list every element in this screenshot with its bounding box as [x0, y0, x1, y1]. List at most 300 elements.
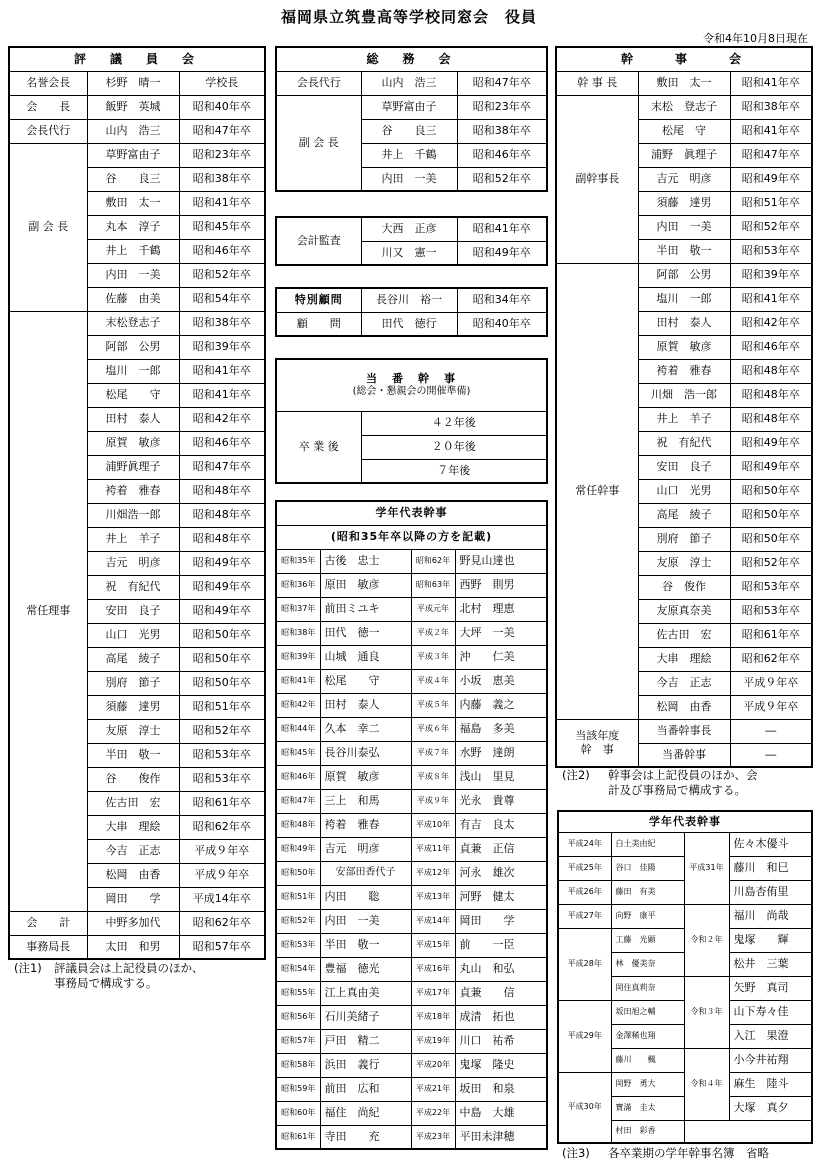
- gakunen-row: [276, 741, 547, 765]
- member-name: 井上 羊子: [87, 527, 179, 551]
- member-name: 藤川 楓: [611, 1048, 684, 1072]
- member-name: 向野 康平: [611, 904, 684, 928]
- member-name: 佐古田 宏: [87, 791, 179, 815]
- graduation-year: 昭和61年: [276, 1125, 320, 1149]
- graduation-year: 昭和50年: [276, 861, 320, 885]
- role-label: 常任理事: [9, 311, 87, 911]
- member-name: 長谷川 裕一: [361, 288, 457, 312]
- role-label: [556, 719, 638, 767]
- role-label: 会長代行: [276, 71, 361, 95]
- graduation-year: 昭和60年: [276, 1101, 320, 1125]
- member-name: 坂田旭之輔: [611, 1000, 684, 1024]
- member-name: 河野 健太: [455, 885, 547, 909]
- member-name: 戸田 精二: [320, 1029, 411, 1053]
- soumu-row: [276, 95, 547, 119]
- touban-table: [275, 358, 548, 484]
- graduation-year: 昭和47年卒: [457, 71, 547, 95]
- member-name: 太田 和男: [87, 935, 179, 959]
- soumu-row: [276, 71, 547, 95]
- member-name: 松岡 由香: [638, 695, 730, 719]
- gakunen-row: [276, 693, 547, 717]
- graduation-year: 平成22年: [411, 1101, 455, 1125]
- graduation-year: 昭和61年卒: [730, 623, 812, 647]
- kanji-row: [556, 719, 812, 743]
- graduation-year: 昭和52年卒: [179, 263, 265, 287]
- member-name: 坂田 和泉: [455, 1077, 547, 1101]
- member-name: 祝 有紀代: [638, 431, 730, 455]
- member-name: 大串 理絵: [638, 647, 730, 671]
- member-name: 平田未津穂: [455, 1125, 547, 1149]
- graduation-year: 昭和48年卒: [179, 479, 265, 503]
- member-name: 田村 泰人: [87, 407, 179, 431]
- member-name: 麻生 陸斗: [729, 1072, 812, 1096]
- member-name: 敷田 太一: [87, 191, 179, 215]
- graduation-year: 昭和41年卒: [179, 383, 265, 407]
- touga-label-2: 幹 事: [580, 743, 614, 757]
- graduation-year: 平成４年: [411, 669, 455, 693]
- graduation-year: 昭和41年卒: [730, 119, 812, 143]
- graduation-year: 平成６年: [411, 717, 455, 741]
- member-name: 金澤稀也翔: [611, 1024, 684, 1048]
- kanji-row: [556, 95, 812, 119]
- member-name: 丸本 淳子: [87, 215, 179, 239]
- page-title: 福岡県立筑豊高等学校同窓会 役員: [280, 8, 537, 26]
- graduation-year: 昭和52年卒: [730, 215, 812, 239]
- gakunen2-row: [558, 904, 812, 928]
- member-name: 高尾 綾子: [87, 647, 179, 671]
- role-label: 会 計: [9, 911, 87, 935]
- member-name: 内田 一美: [361, 167, 457, 191]
- member-name: 西野 則男: [455, 573, 547, 597]
- graduation-year: 昭和48年卒: [179, 503, 265, 527]
- gakunen-row: [276, 861, 547, 885]
- gikai-header-row: [9, 47, 265, 71]
- member-name: 井上 千鶴: [87, 239, 179, 263]
- touban-header-row: [276, 359, 547, 411]
- graduation-year: 平成17年: [411, 981, 455, 1005]
- member-name: 前 一臣: [455, 933, 547, 957]
- gikai-row: [9, 143, 265, 167]
- touban-years: ４２年後: [361, 411, 547, 435]
- note-3-text: 各卒業期の学年幹事名簿 省略: [608, 1146, 769, 1160]
- graduation-year: 昭和49年卒: [179, 551, 265, 575]
- gakunen-row: [276, 621, 547, 645]
- touban-subtitle: (総会・懇親会の開催準備): [352, 386, 471, 398]
- graduation-year: 昭和38年: [276, 621, 320, 645]
- gakunen-row: [276, 645, 547, 669]
- gakunen-row: [276, 1029, 547, 1053]
- member-name: 松尾 守: [320, 669, 411, 693]
- gakunen2-header: 学年代表幹事: [558, 811, 812, 832]
- graduation-year: 昭和48年卒: [730, 359, 812, 383]
- member-name: 佐藤 由美: [87, 287, 179, 311]
- graduation-year: 昭和41年卒: [179, 359, 265, 383]
- gakunen-subtitle: (昭和35年卒以降の方を記載): [276, 525, 547, 549]
- gakunen-row: [276, 813, 547, 837]
- graduation-year: 昭和49年: [276, 837, 320, 861]
- member-name: 谷 良三: [87, 167, 179, 191]
- gakunen-row: [276, 1101, 547, 1125]
- member-name: 山口 光男: [87, 623, 179, 647]
- gakunen-header-row: [276, 501, 547, 525]
- graduation-year: 昭和38年卒: [179, 167, 265, 191]
- gakunen-header-row: [276, 525, 547, 549]
- role-label: 副幹事長: [556, 95, 638, 263]
- member-name: 岡野 勇大: [611, 1072, 684, 1096]
- graduation-year: 平成14年: [411, 909, 455, 933]
- member-name: 鬼塚 輝: [729, 928, 812, 952]
- member-name: 友原真奈美: [638, 599, 730, 623]
- graduation-year: 昭和53年卒: [730, 599, 812, 623]
- gakunen-row: [276, 933, 547, 957]
- member-name: 中野多加代: [87, 911, 179, 935]
- gakunen-row: [276, 789, 547, 813]
- note-2-label: (注2): [562, 768, 590, 782]
- graduation-year: 昭和50年卒: [730, 527, 812, 551]
- graduation-year: 平成21年: [411, 1077, 455, 1101]
- member-name: 吉元 明彦: [638, 167, 730, 191]
- member-name: 福住 尚紀: [320, 1101, 411, 1125]
- graduation-year: 昭和34年卒: [457, 288, 547, 312]
- gakunen2-table: [557, 810, 813, 1144]
- member-name: 白土美由紀: [611, 832, 684, 856]
- member-name: 貞兼 正信: [455, 837, 547, 861]
- member-name: 半田 敬一: [638, 239, 730, 263]
- graduation-year: 平成28年: [558, 928, 611, 1000]
- graduation-year: 昭和49年卒: [179, 599, 265, 623]
- graduation-year: 昭和46年卒: [730, 335, 812, 359]
- graduation-year: 令和４年: [684, 1048, 729, 1120]
- graduation-year: 昭和52年卒: [179, 719, 265, 743]
- gakunen-row: [276, 573, 547, 597]
- komon-row: [276, 312, 547, 336]
- graduation-year: 平成12年: [411, 861, 455, 885]
- graduation-year: 平成23年: [411, 1125, 455, 1149]
- graduation-year: 昭和53年卒: [730, 575, 812, 599]
- graduation-year: 昭和49年卒: [457, 241, 547, 265]
- role-label: 名誉会長: [9, 71, 87, 95]
- role-label: 副 会 長: [276, 95, 361, 191]
- member-name: 谷口 佳陽: [611, 856, 684, 880]
- member-name: 原賀 敏彦: [320, 765, 411, 789]
- member-name: 内田 聡: [320, 885, 411, 909]
- graduation-year: 昭和51年卒: [730, 191, 812, 215]
- graduation-year: 平成９年卒: [730, 671, 812, 695]
- graduation-year: 昭和54年: [276, 957, 320, 981]
- graduation-year: 昭和62年卒: [179, 815, 265, 839]
- as-of-date: 令和4年10月8日現在: [703, 32, 808, 45]
- member-name: 貞兼 信: [455, 981, 547, 1005]
- member-name: 山内 浩三: [87, 119, 179, 143]
- member-name: 内田 一美: [87, 263, 179, 287]
- graduation-year: 平成８年: [411, 765, 455, 789]
- member-name: 工藤 光顕: [611, 928, 684, 952]
- graduation-year: 昭和62年卒: [730, 647, 812, 671]
- graduation-year: 昭和47年: [276, 789, 320, 813]
- touban-row: [276, 411, 547, 435]
- member-name: 寺田 充: [320, 1125, 411, 1149]
- member-name: 川畑浩一郎: [87, 503, 179, 527]
- member-name: 水野 達朗: [455, 741, 547, 765]
- touban-header: [276, 359, 547, 411]
- gakunen-row: [276, 1077, 547, 1101]
- komon-row: [276, 288, 547, 312]
- member-name: 福島 多美: [455, 717, 547, 741]
- member-name: 川又 憲一: [361, 241, 457, 265]
- member-name: 川畑 浩一郎: [638, 383, 730, 407]
- graduation-year: 昭和54年卒: [179, 287, 265, 311]
- member-name: 浦野眞理子: [87, 455, 179, 479]
- graduation-year: 平成９年卒: [730, 695, 812, 719]
- graduation-year: 昭和39年卒: [730, 263, 812, 287]
- graduation-year: 平成24年: [558, 832, 611, 856]
- member-name: 袴着 雅春: [638, 359, 730, 383]
- gakunen-row: [276, 549, 547, 573]
- gakunen2-row: [558, 832, 812, 856]
- member-name: 村田 彩香: [611, 1120, 684, 1143]
- graduation-year: 昭和49年卒: [730, 455, 812, 479]
- graduation-year: 昭和41年卒: [179, 191, 265, 215]
- soumu-header-row: [276, 47, 547, 71]
- graduation-year: ―: [730, 743, 812, 767]
- gakunen-row: [276, 957, 547, 981]
- gakunen-row: [276, 1125, 547, 1149]
- graduation-year: 昭和50年卒: [730, 503, 812, 527]
- graduation-year: 昭和46年卒: [179, 431, 265, 455]
- member-name: 大串 理絵: [87, 815, 179, 839]
- gakunen-table: [275, 500, 548, 1150]
- member-name: 吉元 明彦: [320, 837, 411, 861]
- graduation-year: 平成15年: [411, 933, 455, 957]
- graduation-year: 昭和47年卒: [179, 119, 265, 143]
- member-name: 安田 良子: [87, 599, 179, 623]
- graduation-year: 平成14年卒: [179, 887, 265, 911]
- touga-label-1: 当該年度: [575, 728, 620, 742]
- kansa-table: [275, 216, 548, 266]
- graduation-year: 平成31年: [684, 832, 729, 904]
- graduation-year: 昭和48年卒: [730, 407, 812, 431]
- note-1-label: (注1): [14, 961, 42, 975]
- graduation-year: 昭和52年卒: [457, 167, 547, 191]
- graduation-year: 平成16年: [411, 957, 455, 981]
- member-name: 飯野 英城: [87, 95, 179, 119]
- gikai-row: [9, 119, 265, 143]
- gakunen-row: [276, 597, 547, 621]
- graduation-year: 平成27年: [558, 904, 611, 928]
- graduation-year: 平成３年: [411, 645, 455, 669]
- member-name: 成清 拓也: [455, 1005, 547, 1029]
- member-name: 阿部 公男: [638, 263, 730, 287]
- member-name: 丸山 和弘: [455, 957, 547, 981]
- member-name: 寶滿 圭太: [611, 1096, 684, 1120]
- member-name: 草野富由子: [361, 95, 457, 119]
- graduation-year: 昭和58年: [276, 1053, 320, 1077]
- member-name: 吉元 明彦: [87, 551, 179, 575]
- member-name: 大西 正彦: [361, 217, 457, 241]
- graduation-year: 平成13年: [411, 885, 455, 909]
- member-name: 川島杏侑里: [729, 880, 812, 904]
- graduation-year: 昭和46年卒: [457, 143, 547, 167]
- role-label: 会長代行: [9, 119, 87, 143]
- graduation-year: 昭和46年卒: [179, 239, 265, 263]
- graduation-year: 昭和50年卒: [179, 647, 265, 671]
- member-name: 前田ミユキ: [320, 597, 411, 621]
- graduation-year: 昭和50年卒: [179, 623, 265, 647]
- member-name: 内田 一美: [638, 215, 730, 239]
- graduation-year: 昭和51年: [276, 885, 320, 909]
- member-name: 江上真由美: [320, 981, 411, 1005]
- graduation-year: 昭和50年卒: [179, 671, 265, 695]
- graduation-year: 平成10年: [411, 813, 455, 837]
- role-label: 会計監査: [276, 217, 361, 265]
- member-name: 藤川 和巳: [729, 856, 812, 880]
- member-name: 安田 良子: [638, 455, 730, 479]
- graduation-year: 昭和41年: [276, 669, 320, 693]
- graduation-year: 平成５年: [411, 693, 455, 717]
- gikai-row: [9, 935, 265, 959]
- gakunen-title: 学年代表幹事: [276, 501, 547, 525]
- graduation-year: 昭和36年: [276, 573, 320, 597]
- member-name: 野見山達也: [455, 549, 547, 573]
- member-name: 大塚 真夕: [729, 1096, 812, 1120]
- member-name: 有吉 良太: [455, 813, 547, 837]
- role-label: 特別顧問: [276, 288, 361, 312]
- member-name: 谷 良三: [361, 119, 457, 143]
- graduation-year: 平成９年: [411, 789, 455, 813]
- kanji-header: 幹 事 会: [556, 47, 812, 71]
- graduation-year: 昭和53年卒: [179, 743, 265, 767]
- graduation-year: 平成25年: [558, 856, 611, 880]
- member-name: 今吉 正志: [638, 671, 730, 695]
- member-name: 松井 三葉: [729, 952, 812, 976]
- member-name: 塩川 一郎: [638, 287, 730, 311]
- gakunen-row: [276, 717, 547, 741]
- member-name: 長谷川泰弘: [320, 741, 411, 765]
- member-name: 古後 忠士: [320, 549, 411, 573]
- member-name: 三上 和馬: [320, 789, 411, 813]
- graduation-year: 昭和42年卒: [179, 407, 265, 431]
- graduation-year: 昭和61年卒: [179, 791, 265, 815]
- graduation-year: 昭和44年: [276, 717, 320, 741]
- gakunen-row: [276, 1053, 547, 1077]
- kanji-row: [556, 263, 812, 287]
- graduation-year: 昭和23年卒: [457, 95, 547, 119]
- gakunen-row: [276, 981, 547, 1005]
- member-name: 別府 節子: [87, 671, 179, 695]
- member-name: 佐々木優斗: [729, 832, 812, 856]
- role-label: 常任幹事: [556, 263, 638, 719]
- member-name: 敷田 太一: [638, 71, 730, 95]
- graduation-year: 昭和48年卒: [179, 527, 265, 551]
- member-name: 沖 仁美: [455, 645, 547, 669]
- member-name: 中島 大雄: [455, 1101, 547, 1125]
- graduation-year: 昭和50年卒: [730, 479, 812, 503]
- kanji-table: [555, 46, 813, 768]
- role-label: 事務局長: [9, 935, 87, 959]
- member-name: 当番幹事: [638, 743, 730, 767]
- member-name: 北村 理恵: [455, 597, 547, 621]
- member-name: 鬼塚 隆史: [455, 1053, 547, 1077]
- member-name: 安部田香代子: [320, 861, 411, 885]
- gikai-row: [9, 311, 265, 335]
- graduation-year: 昭和62年卒: [179, 911, 265, 935]
- graduation-year: 平成29年: [558, 1000, 611, 1072]
- graduation-year: 昭和51年卒: [179, 695, 265, 719]
- member-name: 豊福 徳光: [320, 957, 411, 981]
- gikai-row: [9, 95, 265, 119]
- member-name: 阿部 公男: [87, 335, 179, 359]
- graduation-year: ―: [730, 719, 812, 743]
- member-name: 袴着 雅春: [320, 813, 411, 837]
- graduation-year: 昭和47年卒: [179, 455, 265, 479]
- graduation-year: 昭和38年卒: [457, 119, 547, 143]
- member-name: 大坪 一美: [455, 621, 547, 645]
- role-label: 会 長: [9, 95, 87, 119]
- member-name: 山内 浩三: [361, 71, 457, 95]
- member-name: 半田 敬一: [320, 933, 411, 957]
- kanji-header-row: [556, 47, 812, 71]
- graduation-year: 昭和49年卒: [730, 431, 812, 455]
- member-name: 久本 幸二: [320, 717, 411, 741]
- member-name: 松尾 守: [638, 119, 730, 143]
- graduation-year: 平成26年: [558, 880, 611, 904]
- member-name: 谷 俊作: [87, 767, 179, 791]
- gikai-table: [8, 46, 266, 960]
- graduation-year: 昭和53年卒: [179, 767, 265, 791]
- member-name: 内田 一美: [320, 909, 411, 933]
- member-name: 須藤 達男: [638, 191, 730, 215]
- kanji-row: [556, 71, 812, 95]
- graduation-year: 平成９年卒: [179, 839, 265, 863]
- graduation-year: 昭和40年卒: [179, 95, 265, 119]
- graduation-year: 昭和47年卒: [730, 143, 812, 167]
- member-name: 末松 登志子: [638, 95, 730, 119]
- graduation-year: 昭和48年: [276, 813, 320, 837]
- graduation-year: 令和２年: [684, 904, 729, 976]
- gikai-row: [9, 911, 265, 935]
- member-name: 山下寿々佳: [729, 1000, 812, 1024]
- member-name: 松尾 守: [87, 383, 179, 407]
- graduation-year: 昭和45年卒: [179, 215, 265, 239]
- graduation-year: 昭和46年: [276, 765, 320, 789]
- graduation-year: 昭和38年卒: [179, 311, 265, 335]
- graduation-year: 昭和41年卒: [730, 71, 812, 95]
- graduation-year: 昭和55年: [276, 981, 320, 1005]
- gikai-row: [9, 71, 265, 95]
- graduation-year: 平成19年: [411, 1029, 455, 1053]
- member-name: 草野富由子: [87, 143, 179, 167]
- graduation-year: 昭和53年: [276, 933, 320, 957]
- member-name: 井上 羊子: [638, 407, 730, 431]
- gakunen-row: [276, 765, 547, 789]
- member-name: 藤田 有美: [611, 880, 684, 904]
- role-label: 副 会 長: [9, 143, 87, 311]
- member-name: 袴着 雅春: [87, 479, 179, 503]
- gakunen-row: [276, 909, 547, 933]
- touban-label: 卒 業 後: [276, 411, 361, 483]
- member-name: 末松登志子: [87, 311, 179, 335]
- member-name: 原賀 敏彦: [87, 431, 179, 455]
- gakunen-row: [276, 1005, 547, 1029]
- member-name: 川口 祐希: [455, 1029, 547, 1053]
- graduation-year: 昭和38年卒: [730, 95, 812, 119]
- member-name: 内藤 義之: [455, 693, 547, 717]
- graduation-year: 平成18年: [411, 1005, 455, 1029]
- graduation-year: 平成７年: [411, 741, 455, 765]
- soumu-table: [275, 46, 548, 192]
- graduation-year: 昭和42年卒: [730, 311, 812, 335]
- graduation-year: 昭和56年: [276, 1005, 320, 1029]
